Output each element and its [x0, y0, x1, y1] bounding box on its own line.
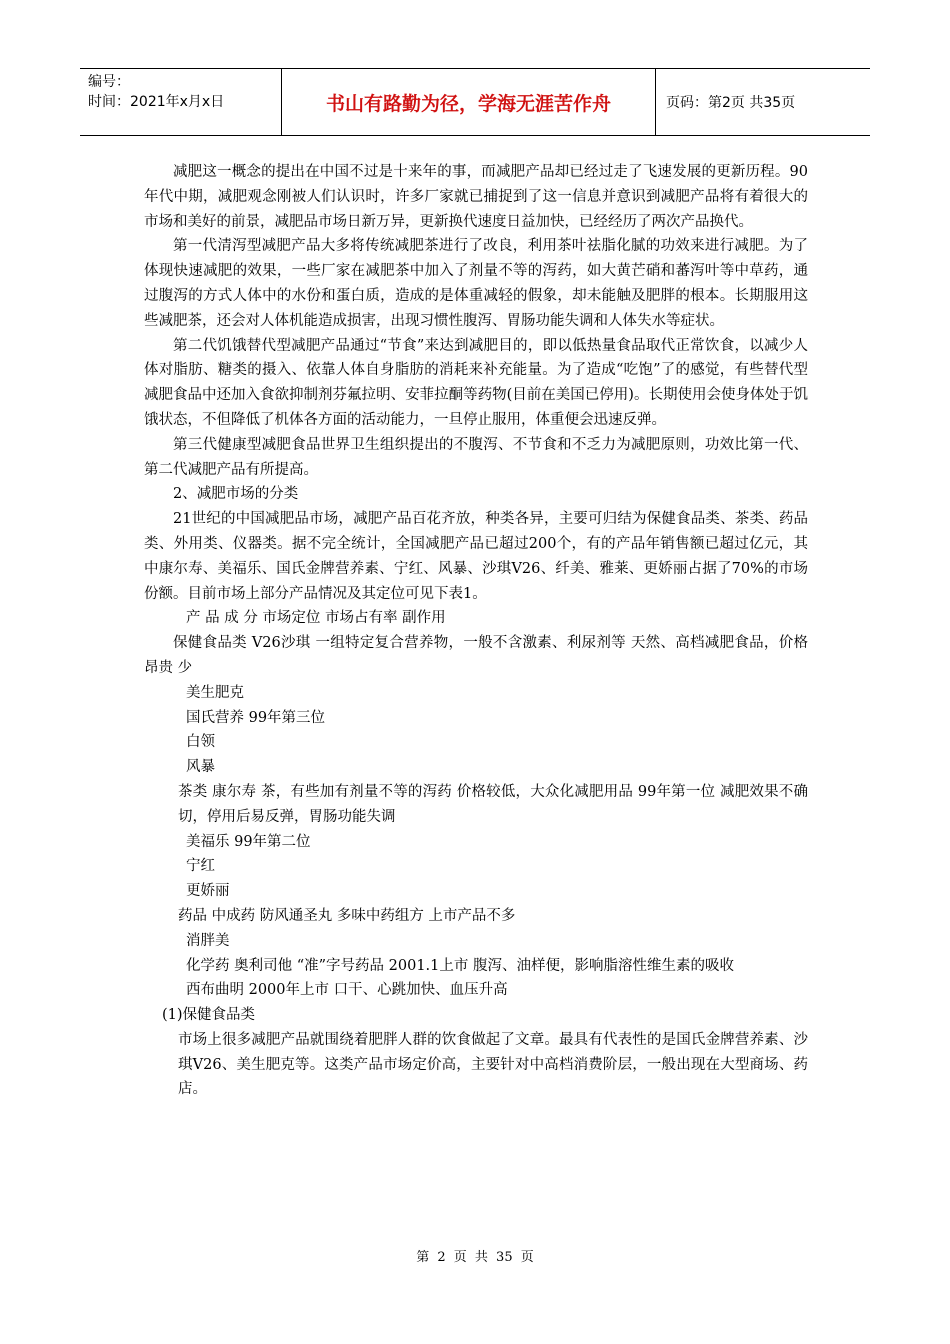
paragraph: 2、减肥市场的分类 [173, 486, 299, 503]
paragraph: 21世纪的中国减肥品市场，减肥产品百花齐放，种类各异，主要可归结为保健食品类、茶类、药品类、外用类、仪器类。据不完全统计，全国减肥产品已超过200个，有的产品年销售额已超过亿元，其中康尔寿、美福乐、国氏金牌营养素、宁红、风暴、沙琪V26、纤美、雅莱、更娇丽占据了70%的市场份额。目前市场上部分产品情况及其定位可见下表1。 [144, 511, 808, 602]
paragraph: 保健食品类 V26沙琪 一组特定复合营养物，一般不含激素、利尿剂等 天然、高档减肥食品，价格昂贵 少 [144, 635, 808, 676]
header-motto: 书山有路勤为径，学海无涯苦作舟 [282, 69, 656, 135]
paragraph: 化学药 奥利司他 “准”字号药品 2001.1上市 腹泻、油样便，影响脂溶性维生素的吸收 [186, 957, 734, 974]
date-line: 时间：2021年x月x日 [88, 94, 225, 110]
paragraph: 风暴 [186, 759, 215, 776]
document-body [144, 160, 808, 1102]
paragraph: 西布曲明 2000年上市 口干、心跳加快、血压升高 [186, 982, 508, 999]
paragraph: 药品 中成药 防风通圣丸 多味中药组方 上市产品不多 [178, 907, 516, 924]
header-page-info: 页码：第2页 共35页 [666, 95, 796, 111]
paragraph: 减肥这一概念的提出在中国不过是十来年的事，而减肥产品却已经过走了飞速发展的更新历程。90年代中期，减肥观念刚被人们认识时，许多厂家就已捕捉到了这一信息并意识到减肥产品将有着很大的市场和美好的前景，减肥品市场日新万异，更新换代速度日益加快，已经经历了两次产品换代。 [144, 164, 808, 230]
paragraph: 美福乐 99年第二位 [186, 833, 311, 850]
paragraph: 产 品 成 分 市场定位 市场占有率 副作用 [186, 610, 446, 627]
paragraph: 第一代清泻型减肥产品大多将传统减肥茶进行了改良，利用茶叶祛脂化腻的功效来进行减肥。为了体现快速减肥的效果，一些厂家在减肥茶中加入了剂量不等的泻药，如大黄芒硝和蕃泻叶等中草药，通过腹泻的方式人体中的水份和蛋白质，造成的是体重减轻的假象，却未能触及肥胖的根本。长期服用这些减肥茶，还会对人体机能造成损害，出现习惯性腹泻、胃肠功能失调和人体失水等症状。 [144, 238, 808, 329]
paragraph: 市场上很多减肥产品就围绕着肥胖人群的饮食做起了文章。最具有代表性的是国氏金牌营养素、沙琪V26、美生肥克等。这类产品市场定价高，主要针对中高档消费阶层，一般出现在大型商场、药店。 [178, 1031, 808, 1098]
paragraph: 更娇丽 [186, 883, 230, 900]
paragraph: (1)保健食品类 [162, 1007, 256, 1024]
paragraph: 国氏营养 99年第三位 [186, 709, 326, 726]
serial-label: 编号： [88, 74, 130, 90]
paragraph: 茶类 康尔寿 茶，有些加有剂量不等的泻药 价格较低，大众化减肥用品 99年第一位 减肥效果不确切，停用后易反弹，胃肠功能失调 [178, 783, 808, 825]
page-footer: 第 2 页 共 35 页 [416, 1250, 534, 1265]
page-header [80, 68, 870, 136]
paragraph: 消胖美 [186, 932, 230, 949]
paragraph: 白领 [186, 734, 215, 751]
paragraph: 宁红 [186, 858, 215, 875]
paragraph: 第三代健康型减肥食品世界卫生组织提出的不腹泻、不节食和不乏力为减肥原则，功效比第一代、第二代减肥产品有所提高。 [144, 436, 808, 478]
header-meta [80, 69, 282, 135]
paragraph: 第二代饥饿替代型减肥产品通过“节食”来达到减肥目的，即以低热量食品取代正常饮食，以减少人体对脂肪、糖类的摄入、依靠人体自身脂肪的消耗来补充能量。为了造成“吃饱”了的感觉，有些替代型减肥食品中还加入食欲抑制剂芬氟拉明、安菲拉酮等药物(目前在美国已停用)。长期使用会使身体处于饥饿状态，不但降低了机体各方面的活动能力，一旦停止服用，体重便会迅速反弹。 [144, 337, 808, 428]
paragraph: 美生肥克 [186, 684, 244, 701]
